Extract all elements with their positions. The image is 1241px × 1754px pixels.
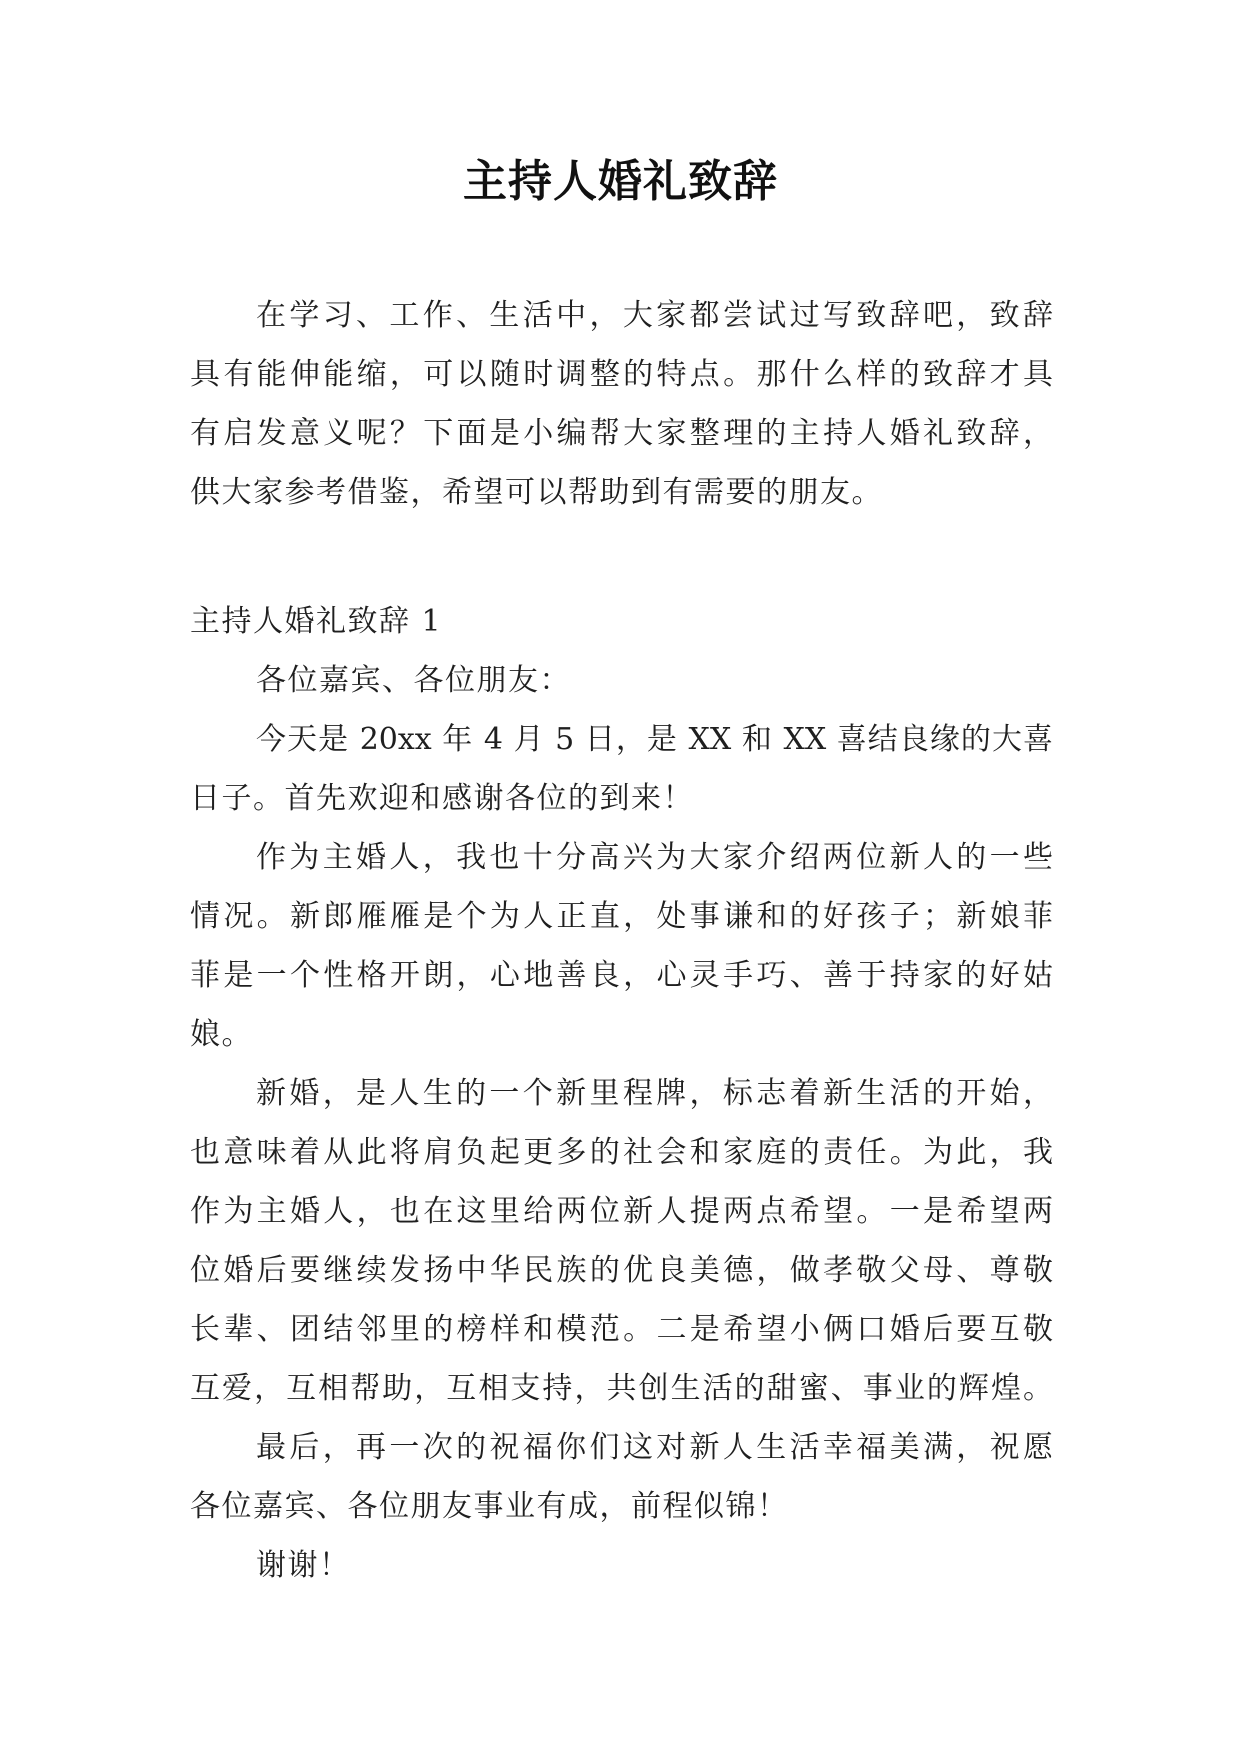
text-line: 作为主婚人，我也十分高兴为大家介绍两位新人的一些 <box>256 840 1053 875</box>
text-line: 最后，再一次的祝福你们这对新人生活幸福美满，祝愿 <box>256 1430 1053 1465</box>
text-line: 具有能伸能缩，可以随时调整的特点。那什么样的致辞才具 <box>190 357 1053 392</box>
text-line: 各位嘉宾、各位朋友事业有成，前程似锦！ <box>190 1489 789 1524</box>
text-line: 位婚后要继续发扬中华民族的优良美德，做孝敬父母、尊敬 <box>190 1253 1053 1288</box>
document-title: 主持人婚礼致辞 <box>463 156 778 207</box>
speech-paragraph-4 <box>190 1418 1053 1536</box>
text-line: 长辈、团结邻里的榜样和模范。二是希望小俩口婚后要互敬 <box>190 1312 1053 1347</box>
closing: 谢谢！ <box>256 1548 351 1583</box>
speech-paragraph-3 <box>190 1064 1053 1418</box>
text-line: 供大家参考借鉴，希望可以帮助到有需要的朋友。 <box>190 475 883 510</box>
salutation: 各位嘉宾、各位朋友： <box>256 663 571 698</box>
text-line: 菲是一个性格开朗，心地善良，心灵手巧、善于持家的好姑 <box>190 958 1053 993</box>
intro-paragraph <box>190 286 1053 522</box>
document-body <box>190 286 1053 1595</box>
speech-paragraph-1 <box>190 710 1053 828</box>
text-line: 情况。新郎雁雁是个为人正直，处事谦和的好孩子；新娘菲 <box>190 899 1053 934</box>
text-line: 有启发意义呢？下面是小编帮大家整理的主持人婚礼致辞， <box>190 416 1053 451</box>
paragraph-gap <box>190 522 1053 592</box>
section-heading: 主持人婚礼致辞 1 <box>190 604 443 639</box>
speech-paragraph-2 <box>190 828 1053 1064</box>
text-line: 作为主婚人，也在这里给两位新人提两点希望。一是希望两 <box>190 1194 1053 1229</box>
text-line: 日子。首先欢迎和感谢各位的到来！ <box>190 781 694 816</box>
text-line: 互爱，互相帮助，互相支持，共创生活的甜蜜、事业的辉煌。 <box>190 1371 1053 1406</box>
text-line: 新婚，是人生的一个新里程牌，标志着新生活的开始， <box>256 1076 1053 1111</box>
text-line: 在学习、工作、生活中，大家都尝试过写致辞吧，致辞 <box>256 298 1053 333</box>
text-line: 也意味着从此将肩负起更多的社会和家庭的责任。为此，我 <box>190 1135 1053 1170</box>
text-line: 娘。 <box>190 1017 253 1052</box>
text-line: 今天是 20xx 年 4 月 5 日，是 XX 和 XX 喜结良缘的大喜 <box>256 722 1053 757</box>
